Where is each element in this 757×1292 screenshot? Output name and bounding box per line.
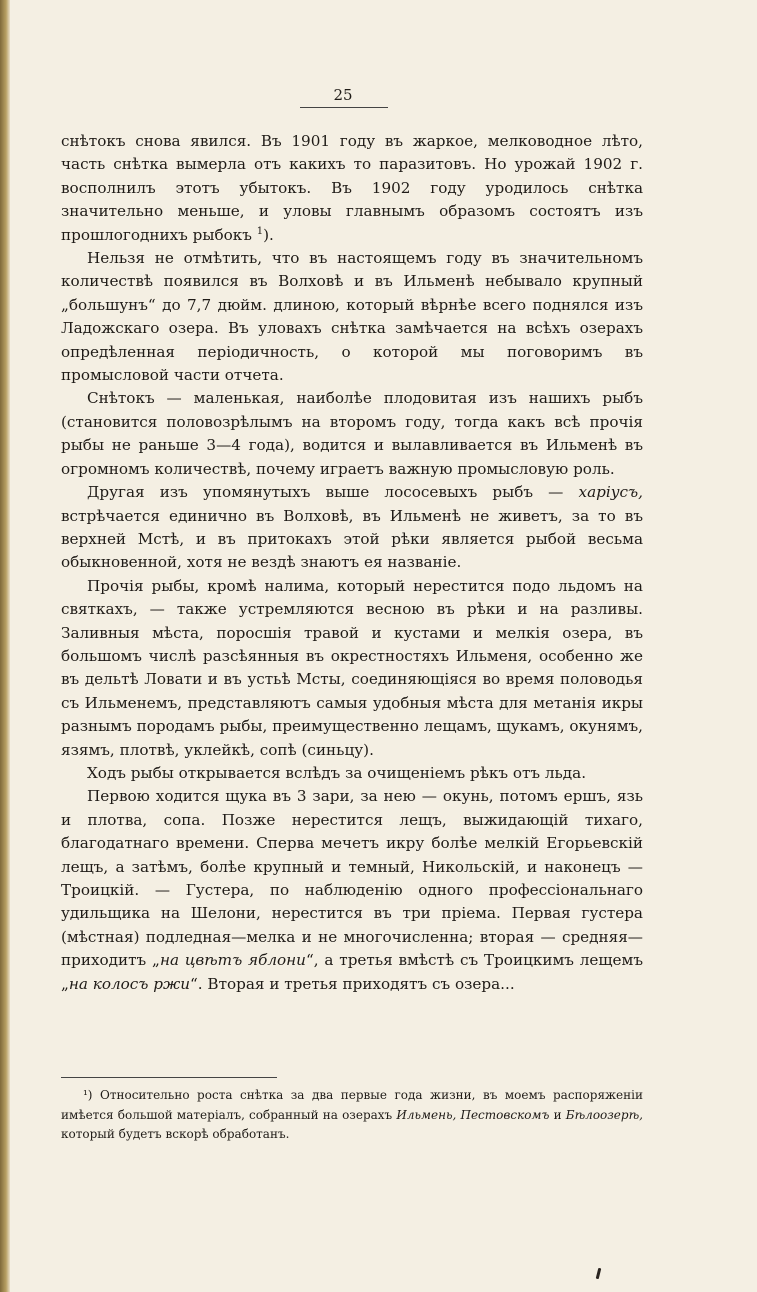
- fish-name-emphasis: харіусъ,: [578, 483, 643, 502]
- footnote-paragraph: [61, 1086, 643, 1145]
- footnote-lake-name: Бѣлоозерѣ,: [565, 1107, 643, 1122]
- paragraph-7-text: Первою ходится щука въ 3 зари, за нею — окунь, потомъ ершъ, язь и плотва, сопа. Позже нерестится лещъ, выжидающій тихаго, благодатнаго времени. Сперва мечетъ икру болѣе мелкій Егорьевскій лещъ, а затѣмъ, болѣе крупный и темный, Никольскій, и наконецъ — Троицкій. — Густера, по наблюденію одного профессіональнаго удильщика на Шелони, нерестится въ три пріема. Первая густера (мѣстная) подледная—мелка и не многочисленна; вторая — средняя—приходитъ „: [61, 787, 643, 970]
- paragraph-5: Прочія рыбы, кромѣ налима, который нерестится подо льдомъ на святкахъ, — также устремляются весною въ рѣки и на разливы. Заливныя мѣста, поросшія травой и кустами и мелкія озера, въ большомъ числѣ разсѣянныя въ окрестностяхъ Ильменя, особенно же въ дельтѣ Ловати и въ устьѣ Мсты, соединяющіяся во время половодья съ Ильменемъ, представляютъ самыя удобныя мѣста для метанія икры разнымъ породамъ рыбы, преимущественно лещамъ, щукамъ, окунямъ, язямъ, плотвѣ, уклейкѣ, сопѣ (синьцу).: [61, 576, 643, 759]
- paragraph-2: Нельзя не отмѣтить, что въ настоящемъ году въ значительномъ количествѣ появился въ Волховѣ и въ Ильменѣ небывало крупный „большунъ“ до 7,7 дюйм. длиною, который вѣрнѣе всего поднялся изъ Ладожскаго озера. Въ уловахъ снѣтка замѣчается на всѣхъ озерахъ опредѣленная періодичность, о которой мы поговоримъ въ промысловой части отчета.: [61, 249, 643, 385]
- page-number: 25: [333, 86, 353, 104]
- footnote-reference: 1: [256, 225, 264, 237]
- paragraph-1: [61, 130, 643, 247]
- quote-emphasis-1: на цвѣтъ яблони: [159, 951, 306, 970]
- book-binding-edge: [0, 0, 10, 1292]
- paragraph-7: [61, 785, 643, 996]
- quote-emphasis-2: на колосъ ржи: [68, 974, 191, 993]
- paragraph-4-text: Другая изъ упомянутыхъ выше лососевыхъ рыбъ —: [87, 483, 579, 502]
- paragraph-3: Снѣтокъ — маленькая, наиболѣе плодовитая изъ нашихъ рыбъ (становится половозрѣлымъ на второмъ году, тогда какъ всѣ прочія рыбы не раньше 3—4 года), водится и вылавливается въ Ильменѣ въ огромномъ количествѣ, почему играетъ важную промысловую роль.: [61, 389, 643, 478]
- footnote: [61, 1086, 643, 1145]
- paragraph-4-tail: встрѣчается единично въ Волховѣ, въ Ильменѣ не живетъ, за то въ верхней Мстѣ, и въ притокахъ этой рѣки является рыбой весьма обыкновенной, хотя не вездѣ знаютъ ея названіе.: [61, 506, 643, 572]
- main-text: [61, 130, 643, 996]
- paragraph-4: [61, 481, 643, 575]
- paragraph-7-tail: “. Вторая и третья приходятъ съ озера...: [190, 974, 515, 993]
- paragraph-7-middle: “, а третья вмѣстѣ съ Троицкимъ лещемъ „: [61, 951, 643, 993]
- footnote-marker: ¹): [83, 1088, 93, 1102]
- footnote-text: Относительно роста снѣтка за два первые года жизни, въ моемъ распоряженіи имѣется большой матеріалъ, собранный на озерахъ: [61, 1088, 643, 1122]
- footnote-rule: [61, 1077, 277, 1078]
- footnote-conjunction: и: [549, 1107, 566, 1122]
- page-number-rule: [300, 107, 388, 108]
- paragraph-6: Ходъ рыбы открывается вслѣдъ за очищеніемъ рѣкъ отъ льда.: [87, 763, 587, 782]
- paragraph-1-tail: ).: [263, 225, 274, 244]
- footnote-lake-names: Ильмень, Пестовскомъ: [396, 1107, 550, 1122]
- footnote-tail: который будетъ вскорѣ обработанъ.: [61, 1127, 290, 1141]
- paragraph-1-text: снѣтокъ снова явился. Въ 1901 году въ жаркое, мелководное лѣто, часть снѣтка вымерла отъ какихъ то паразитовъ. Но урожай 1902 г. восполнилъ этотъ убытокъ. Въ 1902 году уродилось снѣтка значительно меньше, и уловы главнымъ образомъ состоятъ изъ прошлогоднихъ рыбокъ: [61, 132, 643, 244]
- ink-mark: [596, 1268, 602, 1279]
